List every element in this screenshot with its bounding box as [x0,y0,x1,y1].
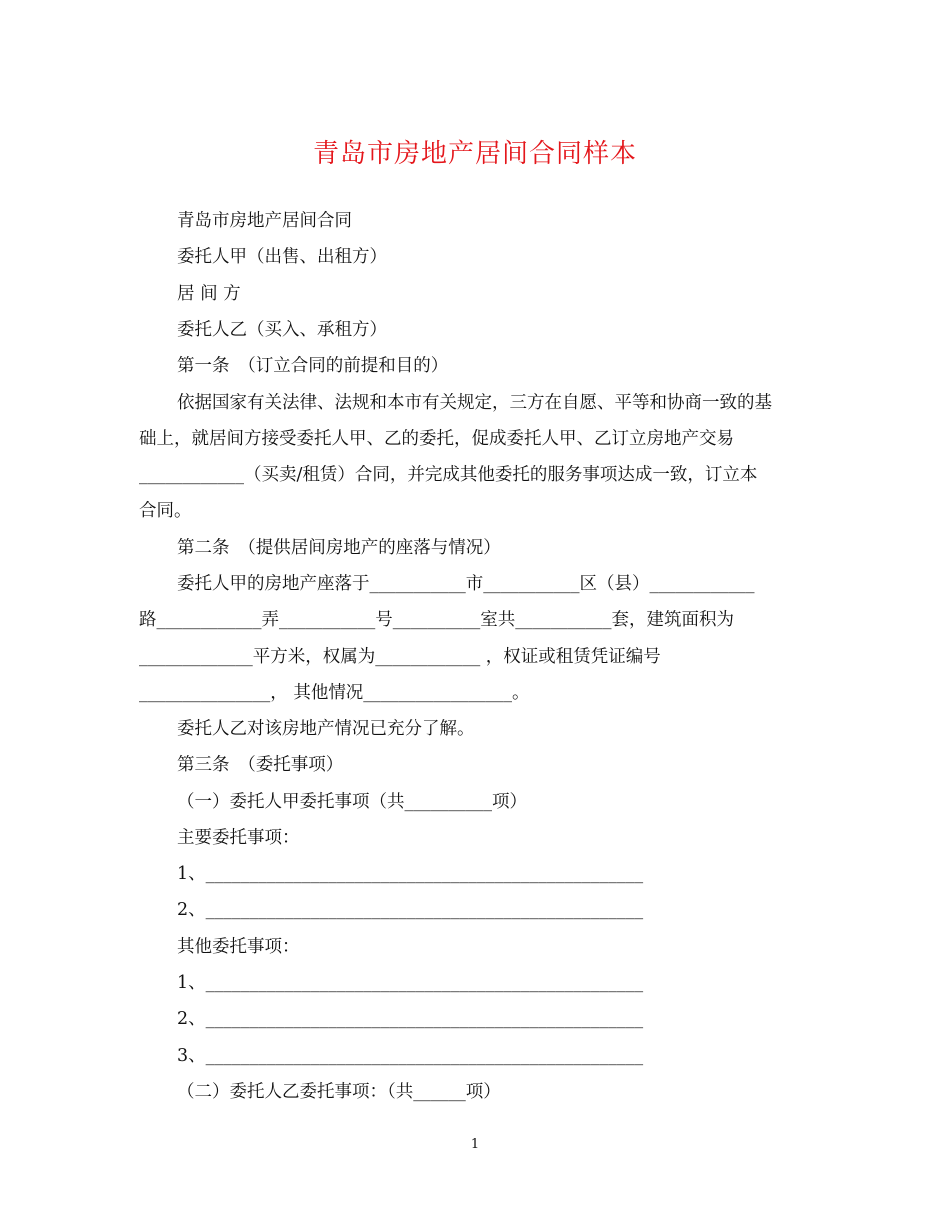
article-1-text-line-3: ____________（买卖/租赁）合同，并完成其他委托的服务事项达成一致，订立本 [139,465,758,485]
article-3-heading: 第三条 （委托事项） [177,755,344,775]
other-item-3: 3、__________________________________________________ [177,1046,644,1066]
article-2-text-line-2: 路____________弄___________号__________室共___________套，建筑面积为 [139,610,734,630]
page-number: 1 [470,1137,480,1152]
main-item-1: 1、__________________________________________________ [177,864,644,884]
other-item-1: 1、__________________________________________________ [177,973,644,993]
party-a-label: 委托人甲（出售、出租方） [177,247,387,267]
main-item-2: 2、__________________________________________________ [177,900,644,920]
other-item-2: 2、__________________________________________________ [177,1009,644,1029]
article-2-text-line-3: _____________平方米，权属为____________ ，权证或租赁凭证编号 [139,647,661,667]
article-1-heading: 第一条 （订立合同的前提和目的） [177,356,449,376]
article-2-text-line-5: 委托人乙对该房地产情况已充分了解。 [177,719,475,739]
article-1-text-line-2: 础上，就居间方接受委托人甲、乙的委托，促成委托人甲、乙订立房地产交易 [139,429,734,449]
party-b-label: 委托人乙（买入、承租方） [177,320,387,340]
article-1-text-line-1: 依据国家有关法律、法规和本市有关规定，三方在自愿、平等和协商一致的基 [177,393,772,413]
document-title: 青岛市房地产居间合同样本 [312,139,637,169]
article-2-text-line-4: _______________， 其他情况_________________。 [139,683,530,703]
article-1-text-line-4: 合同。 [139,501,192,521]
contract-heading: 青岛市房地产居间合同 [177,211,352,231]
party-a-items-heading: （一）委托人甲委托事项（共__________项） [177,792,527,812]
party-b-items-heading: （二）委托人乙委托事项：（共______项） [177,1082,501,1102]
article-2-heading: 第二条 （提供居间房地产的座落与情况） [177,538,501,558]
main-items-label: 主要委托事项： [177,828,300,848]
article-2-text-line-1: 委托人甲的房地产座落于___________市___________区（县）____________ [177,574,755,594]
other-items-label: 其他委托事项： [177,937,300,957]
broker-label: 居 间 方 [177,284,241,304]
